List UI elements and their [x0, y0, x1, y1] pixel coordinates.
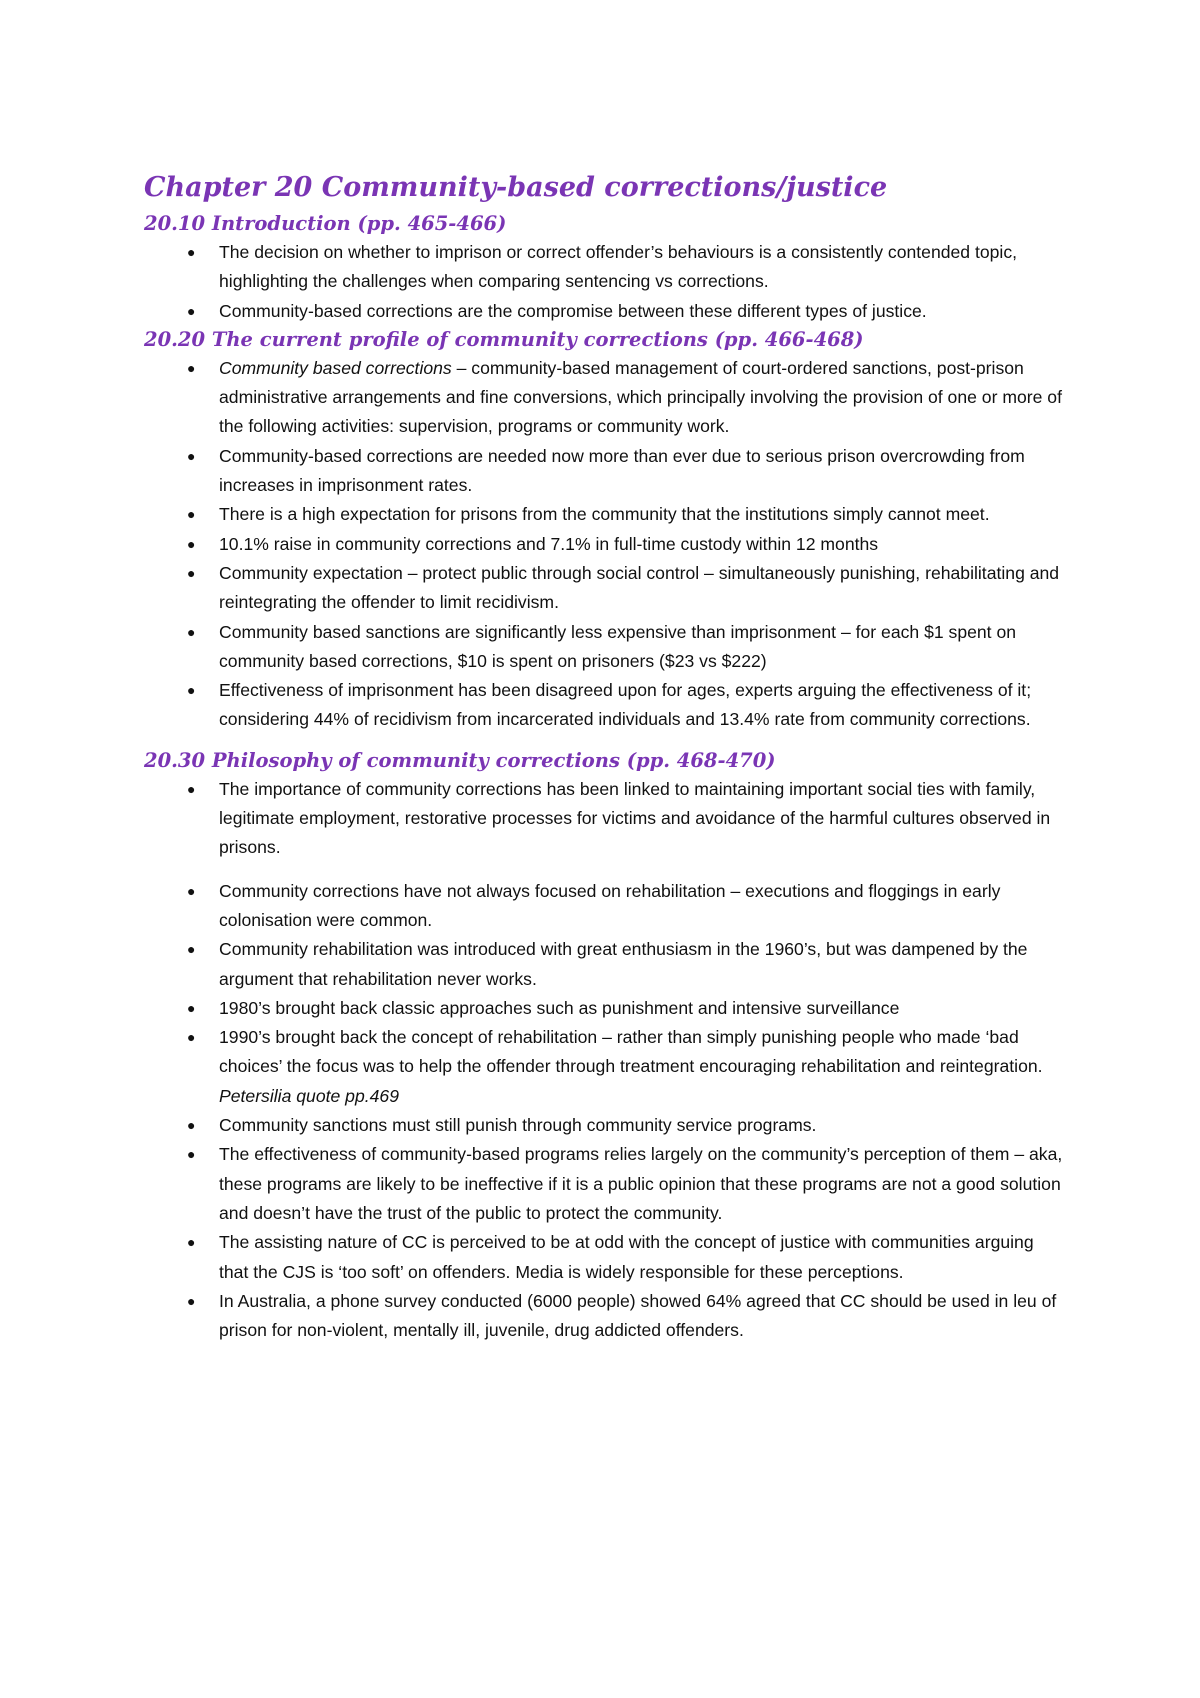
bullet-icon: ●: [187, 1234, 196, 1251]
bullet-icon: ●: [187, 1146, 196, 1163]
bullet-text: Community-based corrections are the compromise between these different types of justice.: [219, 300, 927, 321]
list-item: [144, 877, 1064, 936]
list-item: [144, 1111, 1064, 1140]
bullet-list-introduction: [144, 238, 1064, 326]
bullet-text: The importance of community corrections has been linked to maintaining important social ties with family, legitimate employment, restorative processes for victims and avoidance of the harmful cultures observed in prisons.: [219, 778, 1051, 858]
bullet-list-current-profile: [144, 354, 1064, 735]
bullet-icon: ●: [187, 359, 196, 376]
bullet-text: There is a high expectation for prisons from the community that the institutions simply cannot meet.: [219, 504, 990, 525]
list-item: [144, 238, 1064, 297]
section-heading-introduction: 20.10 Introduction (pp. 465-466): [144, 212, 507, 235]
definition-term: Community based corrections: [219, 357, 452, 378]
list-item: [144, 559, 1064, 618]
bullet-text: Community corrections have not always focused on rehabilitation – executions and floggings in early colonisation were common.: [219, 880, 1001, 930]
bullet-text: 1980’s brought back classic approaches such as punishment and intensive surveillance: [219, 997, 900, 1018]
bullet-text: – community-based management of court-ordered sanctions, post-prison administrative arrangements and fine conversions, which principally involving the provision of one or more of the following activities: supervision, programs or community work.: [219, 357, 1062, 437]
bullet-text: Community based sanctions are significantly less expensive than imprisonment – for each $1 spent on community based corrections, $10 is spent on prisoners ($23 vs $222): [219, 621, 1017, 671]
citation-note: Petersilia quote pp.469: [219, 1085, 399, 1106]
list-item: [144, 994, 1064, 1023]
bullet-text: Community rehabilitation was introduced with great enthusiasm in the 1960’s, but was dampened by the argument that rehabilitation never works.: [219, 939, 1028, 989]
list-item: [144, 1140, 1064, 1228]
list-item: [144, 618, 1064, 677]
document-content: [144, 170, 1064, 1345]
list-item: [144, 1228, 1064, 1287]
bullet-text: The assisting nature of CC is perceived to be at odd with the concept of justice with communities arguing that the CJS is ‘too soft’ on offenders. Media is widely responsible for these perceptions.: [219, 1232, 1034, 1282]
bullet-text: In Australia, a phone survey conducted (6000 people) showed 64% agreed that CC should be used in leu of prison for non-violent, mentally ill, juvenile, drug addicted offenders.: [219, 1290, 1057, 1341]
bullet-icon: ●: [187, 941, 196, 958]
section-heading-philosophy: 20.30 Philosophy of community corrections (pp. 468-470): [144, 748, 776, 772]
bullet-icon: ●: [187, 999, 196, 1016]
bullet-icon: ●: [187, 302, 196, 319]
bullet-text: The effectiveness of community-based programs relies largely on the community’s perception of them – aka, these programs are likely to be ineffective if it is a public opinion that these programs are not a good solution and doesn’t have the trust of the public to protect the community.: [219, 1144, 1063, 1223]
bullet-text: Effectiveness of imprisonment has been disagreed upon for ages, experts arguing the effectiveness of it; considering 44% of recidivism from incarcerated individuals and 13.4% rate from community corrections.: [219, 680, 1032, 730]
bullet-text: The decision on whether to imprison or correct offender’s behaviours is a consistently contended topic, highlighting the challenges when comparing sentencing vs corrections.: [219, 242, 1018, 292]
list-item: [144, 1023, 1064, 1111]
list-item: [144, 775, 1064, 863]
bullet-text: Community sanctions must still punish through community service programs.: [219, 1115, 817, 1136]
bullet-text: Community-based corrections are needed now more than ever due to serious prison overcrowding from increases in imprisonment rates.: [219, 445, 1025, 496]
bullet-icon: ●: [187, 780, 196, 797]
bullet-icon: ●: [187, 535, 196, 552]
bullet-icon: ●: [187, 1292, 196, 1309]
bullet-icon: ●: [187, 1117, 196, 1134]
bullet-icon: ●: [187, 682, 196, 699]
bullet-text: 10.1% raise in community corrections and 7.1% in full-time custody within 12 months: [219, 533, 879, 554]
bullet-icon: ●: [187, 882, 196, 899]
list-item: [144, 297, 1064, 326]
chapter-title: Chapter 20 Community-based corrections/justice: [144, 172, 888, 203]
bullet-icon: ●: [187, 1029, 196, 1046]
bullet-text: 1990’s brought back the concept of rehabilitation – rather than simply punishing people who made ‘bad choices’ the focus was to help the offender through treatment encouraging rehabilitation and reintegration.: [219, 1027, 1043, 1077]
section-heading-current-profile: 20.20 The current profile of community corrections (pp. 466-468): [144, 327, 864, 351]
bullet-icon: ●: [187, 244, 196, 260]
list-item: [144, 442, 1064, 501]
bullet-icon: ●: [187, 564, 196, 581]
list-item: [144, 500, 1064, 529]
bullet-icon: ●: [187, 447, 196, 464]
list-item: [144, 530, 1064, 559]
list-item: [144, 935, 1064, 994]
bullet-icon: ●: [187, 506, 196, 523]
list-item: [144, 354, 1064, 442]
bullet-text: Community expectation – protect public through social control – simultaneously punishing, rehabilitating and reintegrating the offender to limit recidivism.: [219, 562, 1060, 613]
list-item: [144, 1287, 1064, 1346]
bullet-icon: ●: [187, 623, 196, 640]
list-item: [144, 676, 1064, 735]
bullet-list-philosophy: [144, 775, 1064, 1346]
